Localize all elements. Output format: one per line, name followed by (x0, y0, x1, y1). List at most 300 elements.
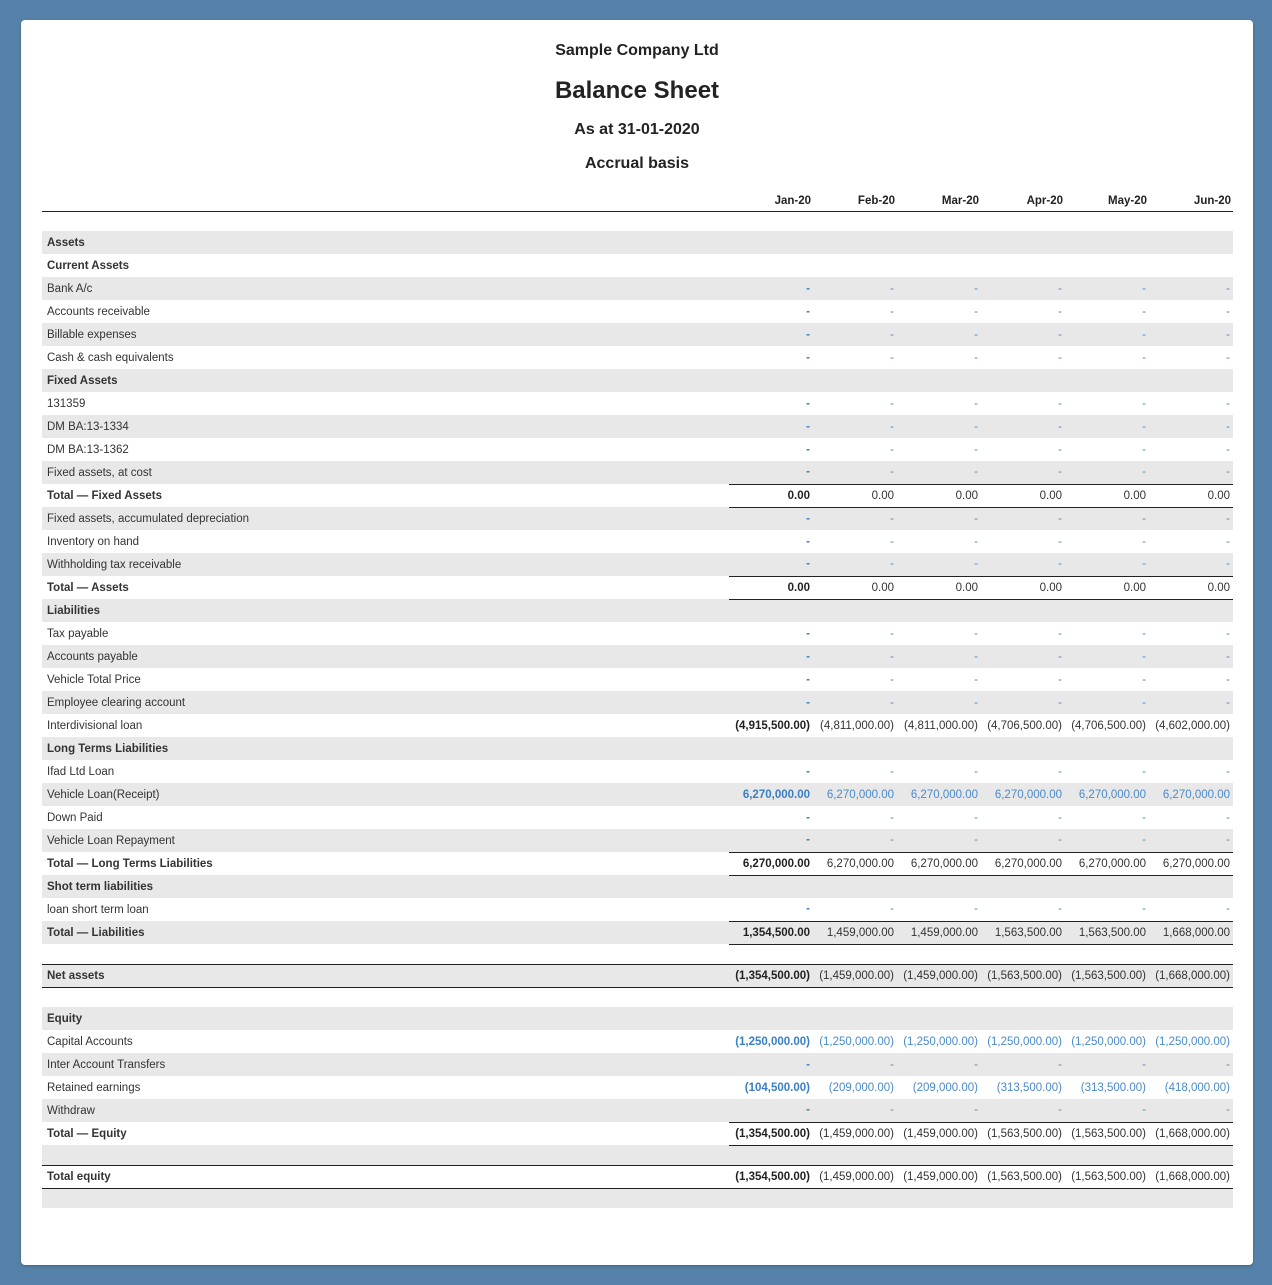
amount-link-feb[interactable]: - (813, 415, 897, 438)
amount-link-may[interactable]: (1,250,000.00) (1071, 1035, 1146, 1048)
empty-cell (729, 875, 813, 898)
account-label: DM BA:13-1334 (42, 415, 729, 438)
account-row (42, 300, 1233, 323)
section-label: Assets (42, 231, 729, 254)
amount-link-jan[interactable]: - (729, 323, 813, 346)
amount-mar: 1,459,000.00 (897, 921, 981, 944)
amount-link-jun[interactable]: - (1149, 645, 1233, 668)
empty-cell (813, 1007, 897, 1030)
amount-link-jun[interactable]: - (1226, 305, 1230, 318)
total-row-total-fixed-assets (42, 484, 1233, 507)
section-row-shot-term-liabilities (42, 875, 1233, 898)
amount-link-jan[interactable]: - (729, 645, 813, 668)
account-label: Billable expenses (42, 323, 729, 346)
amount-link-jun[interactable]: - (1226, 397, 1230, 410)
amount-link-jan[interactable]: - (806, 903, 810, 916)
empty-cell (1149, 737, 1233, 760)
amount-link-may[interactable]: - (1142, 673, 1146, 686)
spacer-cell (42, 987, 1233, 1007)
amount-link-mar[interactable]: - (897, 1099, 981, 1122)
account-label: Fixed assets, at cost (42, 461, 729, 484)
amount-link-apr[interactable]: - (981, 1099, 1065, 1122)
amount-link-jan[interactable]: - (806, 811, 810, 824)
total-label: Total — Liabilities (42, 921, 729, 944)
amount-link-may[interactable]: - (1142, 397, 1146, 410)
amount-link-jun[interactable]: (418,000.00) (1164, 1081, 1230, 1094)
amount-apr: 0.00 (981, 576, 1065, 599)
account-row (42, 323, 1233, 346)
account-label: Inventory on hand (47, 535, 140, 548)
account-row (42, 1053, 1233, 1076)
amount-link-mar[interactable]: - (974, 673, 978, 686)
spacer-row (42, 944, 1233, 964)
empty-cell (897, 737, 981, 760)
amount-link-may[interactable]: - (1065, 461, 1149, 484)
empty-cell (897, 875, 981, 898)
amount-jun: 0.00 (1149, 484, 1233, 507)
amount-link-feb[interactable]: - (890, 397, 894, 410)
column-header-jan: Jan-20 (729, 187, 813, 211)
section-row-fixed-assets (42, 369, 1233, 392)
amount-link-may[interactable]: - (1065, 1053, 1149, 1076)
amount-link-apr[interactable]: - (1058, 305, 1062, 318)
empty-cell (1149, 254, 1233, 277)
amount-link-feb[interactable]: - (890, 811, 894, 824)
account-label: Employee clearing account (42, 691, 729, 714)
empty-cell (1149, 231, 1233, 254)
amount-link-apr[interactable]: - (1058, 903, 1062, 916)
account-label: Accounts payable (42, 645, 729, 668)
amount-mar: 0.00 (897, 484, 981, 507)
empty-cell (1065, 599, 1149, 622)
amount-link-feb[interactable]: - (813, 829, 897, 852)
amount-link-jan[interactable]: - (729, 1099, 813, 1122)
amount-link-jan[interactable]: - (729, 1053, 813, 1076)
empty-cell (813, 231, 897, 254)
account-label: 131359 (47, 397, 86, 410)
amount-link-jun[interactable]: 6,270,000.00 (1149, 783, 1233, 806)
amount-link-feb[interactable]: - (813, 277, 897, 300)
amount-link-may[interactable]: - (1142, 903, 1146, 916)
account-row (42, 645, 1233, 668)
amount-link-apr[interactable]: - (981, 277, 1065, 300)
account-row (42, 507, 1233, 530)
account-label: Capital Accounts (47, 1035, 133, 1048)
empty-cell (813, 737, 897, 760)
account-row (42, 277, 1233, 300)
amount-may: (1,563,500.00) (1065, 964, 1149, 987)
column-header-feb: Feb-20 (813, 187, 897, 211)
account-row (42, 1099, 1233, 1122)
amount-link-apr[interactable]: - (1058, 765, 1062, 778)
grand-total-label: Net assets (42, 964, 729, 987)
amount-jun: 1,668,000.00 (1149, 921, 1233, 944)
amount-link-jan[interactable]: - (729, 829, 813, 852)
amount-jun: (1,668,000.00) (1149, 1122, 1233, 1145)
empty-cell (813, 875, 897, 898)
amount-jan: (1,354,500.00) (729, 1165, 813, 1188)
amount-link-jan[interactable]: - (806, 535, 810, 548)
amount-link-apr[interactable]: - (1058, 351, 1062, 364)
amount-link-feb[interactable]: - (890, 673, 894, 686)
amount-link-feb[interactable]: - (890, 443, 894, 456)
amount-apr: (1,563,500.00) (981, 1122, 1065, 1145)
account-label: Accounts receivable (47, 305, 150, 318)
amount-link-jan[interactable]: - (729, 461, 813, 484)
amount-link-mar[interactable]: - (897, 507, 981, 530)
account-row (42, 898, 1233, 921)
account-row (42, 530, 1233, 553)
account-label: Tax payable (47, 627, 109, 640)
amount-link-apr[interactable]: - (981, 415, 1065, 438)
amount-apr: 6,270,000.00 (981, 852, 1065, 875)
empty-cell (981, 369, 1065, 392)
column-header-apr: Apr-20 (981, 187, 1065, 211)
account-row (42, 346, 1233, 369)
amount-link-jan[interactable]: 6,270,000.00 (729, 783, 813, 806)
section-row-long-terms-liabilities (42, 737, 1233, 760)
amount-link-jun[interactable]: - (1149, 461, 1233, 484)
empty-cell (1065, 737, 1149, 760)
amount-link-mar[interactable]: - (897, 645, 981, 668)
amount-link-feb[interactable]: (209,000.00) (828, 1081, 894, 1094)
amount-link-mar[interactable]: - (974, 443, 978, 456)
empty-cell (897, 231, 981, 254)
report-basis: Accrual basis (584, 155, 690, 172)
amount-link-jun[interactable]: - (1226, 535, 1230, 548)
amount-link-may[interactable]: - (1142, 351, 1146, 364)
amount-link-may[interactable]: - (1142, 305, 1146, 318)
amount-jun: 0.00 (1149, 576, 1233, 599)
empty-cell (729, 369, 813, 392)
amount-mar: (1,459,000.00) (897, 964, 981, 987)
amount-link-may[interactable]: - (1142, 627, 1146, 640)
spacer-row (42, 987, 1233, 1007)
spacer-row (42, 1188, 1233, 1208)
amount-link-jun[interactable]: (1,250,000.00) (1155, 1035, 1230, 1048)
amount-link-jun[interactable]: - (1149, 277, 1233, 300)
section-row-assets (42, 231, 1233, 254)
amount-link-jan[interactable]: - (806, 765, 810, 778)
amount-link-jun[interactable]: - (1149, 415, 1233, 438)
amount-jun: (4,602,000.00) (1155, 719, 1230, 732)
amount-mar: (1,459,000.00) (897, 1122, 981, 1145)
amount-link-apr[interactable]: - (1058, 673, 1062, 686)
amount-jun: (1,668,000.00) (1149, 1165, 1233, 1188)
amount-link-may[interactable]: - (1142, 811, 1146, 824)
amount-link-mar[interactable]: 6,270,000.00 (897, 783, 981, 806)
amount-link-may[interactable]: - (1065, 645, 1149, 668)
empty-cell (813, 369, 897, 392)
amount-link-mar[interactable]: - (897, 277, 981, 300)
account-row (42, 714, 1233, 737)
amount-link-feb[interactable]: - (890, 627, 894, 640)
amount-link-apr[interactable]: (313,500.00) (996, 1081, 1062, 1094)
amount-feb: (1,459,000.00) (813, 1122, 897, 1145)
amount-link-jan[interactable]: - (806, 627, 810, 640)
amount-link-jun[interactable]: - (1149, 1099, 1233, 1122)
amount-jun: (1,668,000.00) (1149, 964, 1233, 987)
empty-cell (981, 737, 1065, 760)
amount-link-jan[interactable]: - (729, 507, 813, 530)
amount-link-may[interactable]: - (1065, 829, 1149, 852)
account-row (42, 668, 1233, 691)
account-row (42, 1030, 1233, 1053)
amount-link-feb[interactable]: - (890, 305, 894, 318)
account-label: Withdraw (42, 1099, 729, 1122)
empty-cell (729, 231, 813, 254)
report-card (21, 20, 1253, 1265)
empty-cell (981, 254, 1065, 277)
amount-link-jun[interactable]: - (1226, 765, 1230, 778)
amount-may: 0.00 (1065, 484, 1149, 507)
amount-apr: (1,563,500.00) (981, 1165, 1065, 1188)
account-row (42, 691, 1233, 714)
account-label: Withholding tax receivable (42, 553, 729, 576)
amount-link-mar[interactable]: - (974, 351, 978, 364)
amount-link-mar[interactable]: - (974, 535, 978, 548)
column-header-mar: Mar-20 (897, 187, 981, 211)
amount-link-apr[interactable]: - (1058, 627, 1062, 640)
empty-cell (897, 369, 981, 392)
amount-link-may[interactable]: - (1142, 765, 1146, 778)
section-label: Shot term liabilities (42, 875, 729, 898)
section-label: Long Terms Liabilities (42, 737, 729, 760)
account-row (42, 806, 1233, 829)
amount-link-may[interactable]: - (1065, 691, 1149, 714)
amount-jan: 6,270,000.00 (729, 852, 813, 875)
amount-link-jan[interactable]: - (806, 397, 810, 410)
column-header-row (42, 187, 1233, 211)
company-name: Sample Company Ltd (555, 42, 719, 59)
amount-link-apr[interactable]: - (981, 645, 1065, 668)
amount-link-apr[interactable]: - (981, 829, 1065, 852)
amount-link-jun[interactable]: - (1226, 351, 1230, 364)
empty-cell (813, 254, 897, 277)
amount-link-feb[interactable]: - (813, 323, 897, 346)
empty-cell (1065, 1007, 1149, 1030)
amount-link-may[interactable]: - (1142, 443, 1146, 456)
amount-may: (4,706,500.00) (1071, 719, 1146, 732)
amount-link-apr[interactable]: - (1058, 535, 1062, 548)
account-label: Cash & cash equivalents (47, 351, 174, 364)
amount-link-jan[interactable]: - (806, 305, 810, 318)
amount-link-may[interactable]: (313,500.00) (1080, 1081, 1146, 1094)
amount-link-feb[interactable]: 6,270,000.00 (813, 783, 897, 806)
empty-cell (729, 599, 813, 622)
spacer-row (42, 211, 1233, 231)
account-label: Vehicle Loan Repayment (42, 829, 729, 852)
amount-link-may[interactable]: - (1065, 277, 1149, 300)
amount-mar: (4,811,000.00) (904, 719, 978, 732)
amount-apr: (1,563,500.00) (981, 964, 1065, 987)
account-row (42, 461, 1233, 484)
amount-link-feb[interactable]: - (890, 765, 894, 778)
total-label: Total — Assets (47, 581, 129, 594)
amount-link-mar[interactable]: - (974, 305, 978, 318)
amount-link-jun[interactable]: - (1226, 673, 1230, 686)
amount-link-jan[interactable]: - (729, 691, 813, 714)
amount-link-jun[interactable]: - (1226, 903, 1230, 916)
amount-link-jun[interactable]: - (1149, 323, 1233, 346)
amount-link-may[interactable]: - (1065, 1099, 1149, 1122)
amount-may: 6,270,000.00 (1065, 852, 1149, 875)
account-row (42, 1076, 1233, 1099)
amount-link-jan[interactable]: (1,250,000.00) (735, 1035, 810, 1048)
amount-link-may[interactable]: - (1065, 553, 1149, 576)
section-label: Current Assets (47, 259, 130, 272)
amount-link-apr[interactable]: - (981, 691, 1065, 714)
account-label: Retained earnings (47, 1081, 141, 1094)
empty-cell (981, 231, 1065, 254)
amount-link-mar[interactable]: - (897, 553, 981, 576)
amount-link-mar[interactable]: (1,250,000.00) (903, 1035, 978, 1048)
amount-link-apr[interactable]: - (1058, 443, 1062, 456)
empty-cell (1149, 369, 1233, 392)
amount-feb: 1,459,000.00 (813, 921, 897, 944)
amount-link-jun[interactable]: - (1149, 1053, 1233, 1076)
column-header-label (42, 187, 729, 211)
empty-cell (1065, 369, 1149, 392)
empty-cell (729, 737, 813, 760)
amount-link-mar[interactable]: - (897, 323, 981, 346)
amount-link-jun[interactable]: - (1149, 507, 1233, 530)
amount-link-apr[interactable]: (1,250,000.00) (987, 1035, 1062, 1048)
amount-link-apr[interactable]: - (1058, 811, 1062, 824)
amount-link-feb[interactable]: - (813, 553, 897, 576)
amount-link-mar[interactable]: - (974, 811, 978, 824)
amount-link-feb[interactable]: - (813, 507, 897, 530)
empty-cell (897, 1007, 981, 1030)
amount-link-jan[interactable]: - (806, 351, 810, 364)
empty-cell (1065, 254, 1149, 277)
amount-link-mar[interactable]: - (897, 461, 981, 484)
amount-link-jun[interactable]: - (1226, 627, 1230, 640)
amount-jan: 0.00 (729, 484, 813, 507)
account-row (42, 829, 1233, 852)
amount-link-feb[interactable]: - (890, 351, 894, 364)
amount-link-jan[interactable]: (104,500.00) (744, 1081, 810, 1094)
amount-link-may[interactable]: 6,270,000.00 (1065, 783, 1149, 806)
account-label: Vehicle Total Price (47, 673, 141, 686)
amount-link-may[interactable]: - (1065, 415, 1149, 438)
grand-total-row-net-assets (42, 964, 1233, 987)
amount-link-mar[interactable]: - (897, 415, 981, 438)
empty-cell (1149, 875, 1233, 898)
amount-jun: 6,270,000.00 (1149, 852, 1233, 875)
balance-sheet-table (42, 187, 1233, 1208)
amount-feb: (1,459,000.00) (813, 964, 897, 987)
amount-jan: 0.00 (729, 576, 813, 599)
amount-link-mar[interactable]: - (974, 903, 978, 916)
amount-link-mar[interactable]: (209,000.00) (912, 1081, 978, 1094)
account-label: loan short term loan (47, 903, 149, 916)
amount-mar: (1,459,000.00) (897, 1165, 981, 1188)
section-row-equity (42, 1007, 1233, 1030)
amount-link-feb[interactable]: - (890, 903, 894, 916)
account-row (42, 622, 1233, 645)
amount-link-feb[interactable]: - (813, 1053, 897, 1076)
amount-link-feb[interactable]: - (890, 535, 894, 548)
amount-may: (1,563,500.00) (1065, 1165, 1149, 1188)
amount-link-jun[interactable]: - (1149, 691, 1233, 714)
amount-link-may[interactable]: - (1142, 535, 1146, 548)
amount-link-mar[interactable]: - (974, 397, 978, 410)
amount-link-jan[interactable]: - (806, 673, 810, 686)
spacer-cell (42, 944, 1233, 964)
amount-link-feb[interactable]: - (813, 1099, 897, 1122)
amount-link-apr[interactable]: - (981, 323, 1065, 346)
account-label: Inter Account Transfers (42, 1053, 729, 1076)
amount-link-feb[interactable]: - (813, 691, 897, 714)
amount-link-mar[interactable]: - (897, 829, 981, 852)
account-label: Vehicle Loan(Receipt) (42, 783, 729, 806)
amount-link-mar[interactable]: - (897, 691, 981, 714)
empty-cell (729, 254, 813, 277)
amount-apr: 0.00 (981, 484, 1065, 507)
amount-mar: 6,270,000.00 (897, 852, 981, 875)
amount-link-apr[interactable]: - (981, 553, 1065, 576)
amount-link-jun[interactable]: - (1226, 811, 1230, 824)
empty-cell (1149, 1007, 1233, 1030)
amount-jan: 1,354,500.00 (729, 921, 813, 944)
amount-link-feb[interactable]: (1,250,000.00) (819, 1035, 894, 1048)
amount-link-jan[interactable]: - (729, 415, 813, 438)
amount-link-mar[interactable]: - (897, 1053, 981, 1076)
amount-may: 0.00 (1065, 576, 1149, 599)
section-label: Fixed Assets (42, 369, 729, 392)
balance-sheet-body (42, 211, 1233, 1208)
amount-link-may[interactable]: - (1065, 323, 1149, 346)
amount-link-apr[interactable]: 6,270,000.00 (981, 783, 1065, 806)
total-label: Total — Fixed Assets (47, 489, 163, 502)
amount-link-apr[interactable]: - (981, 1053, 1065, 1076)
account-row (42, 392, 1233, 415)
empty-cell (981, 1007, 1065, 1030)
amount-may: (1,563,500.00) (1065, 1122, 1149, 1145)
amount-link-jan[interactable]: - (729, 277, 813, 300)
grand-total-label: Total equity (42, 1165, 729, 1188)
amount-feb: (4,811,000.00) (820, 719, 894, 732)
empty-cell (813, 599, 897, 622)
report-date: As at 31-01-2020 (574, 121, 700, 138)
account-label: Ifad Ltd Loan (47, 765, 115, 778)
amount-link-apr[interactable]: - (981, 507, 1065, 530)
amount-link-mar[interactable]: - (974, 627, 978, 640)
amount-link-feb[interactable]: - (813, 461, 897, 484)
amount-link-apr[interactable]: - (1058, 397, 1062, 410)
amount-apr: (4,706,500.00) (987, 719, 1062, 732)
amount-link-may[interactable]: - (1065, 507, 1149, 530)
amount-link-mar[interactable]: - (974, 765, 978, 778)
spacer-cell (42, 1145, 1233, 1165)
account-row (42, 783, 1233, 806)
section-label: Equity (42, 1007, 729, 1030)
account-label: Bank A/c (42, 277, 729, 300)
amount-link-apr[interactable]: - (981, 461, 1065, 484)
empty-cell (981, 599, 1065, 622)
amount-link-feb[interactable]: - (813, 645, 897, 668)
amount-link-jun[interactable]: - (1149, 553, 1233, 576)
amount-link-jun[interactable]: - (1149, 829, 1233, 852)
amount-link-jun[interactable]: - (1226, 443, 1230, 456)
amount-feb: 0.00 (813, 576, 897, 599)
total-row-total-assets (42, 576, 1233, 599)
amount-link-jan[interactable]: - (729, 553, 813, 576)
amount-jan: (1,354,500.00) (729, 1122, 813, 1145)
empty-cell (1065, 231, 1149, 254)
amount-link-jan[interactable]: - (806, 443, 810, 456)
